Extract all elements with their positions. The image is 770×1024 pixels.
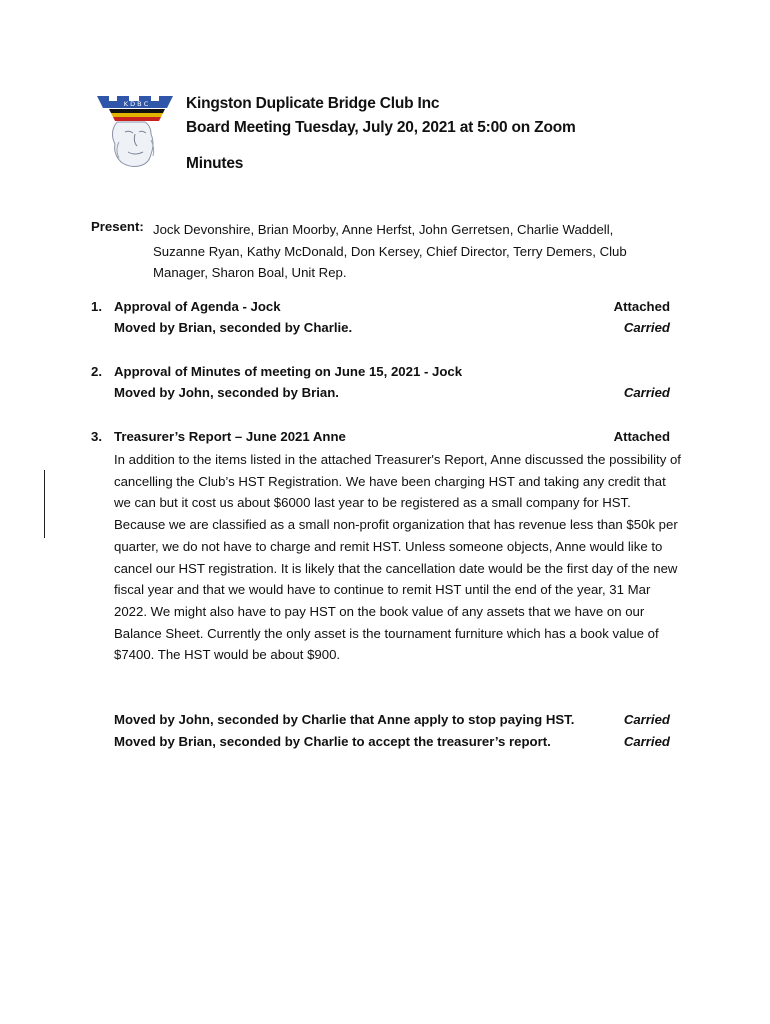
doc-type-heading: Minutes: [186, 155, 244, 172]
revision-bar: [44, 470, 45, 538]
item-2-title: Approval of Minutes of meeting on June 15, 2021 - Jock: [114, 364, 463, 379]
item-3-motion-1-carried: Carried: [623, 712, 670, 727]
item-3-motion-2-carried: Carried: [623, 734, 670, 749]
kdbc-logo: [95, 92, 177, 170]
item-3-body: In addition to the items listed in the attached Treasurer's Report, Anne discussed the possibility of cancelling the Club’s HST Registration. We have been charging HST and taking any credit that we can but it cost us about $6000 last year to be registered as a small company for HST. Because we are classified as a small non-profit organization that has revenue less than $50k per quarter, we do not have to charge and remit HST. Unless someone objects, Anne would like to cancel our HST registration. It is likely that the cancellation date would be the first day of the new fiscal year and that we would have to continue to remit HST until the end of the year, 31 Mar 2022. We might also have to pay HST on the book value of any assets that we have on our Balance Sheet. Currently the only asset is the tournament furniture which has a book value of $7400. The HST would be about $900.: [114, 452, 681, 663]
club-name: Kingston Duplicate Bridge Club Inc: [186, 95, 440, 112]
item-1-carried: Carried: [623, 320, 670, 335]
item-2-carried: Carried: [623, 385, 670, 400]
item-1-number: 1.: [91, 299, 102, 314]
item-3-title: Treasurer’s Report – June 2021 Anne: [114, 429, 346, 444]
item-3-motion-1: Moved by John, seconded by Charlie that Anne apply to stop paying HST.: [114, 712, 575, 727]
item-3-number: 3.: [91, 429, 102, 444]
logo-text: K D B C: [123, 100, 149, 108]
item-2-number: 2.: [91, 364, 102, 379]
item-1-attached: Attached: [613, 299, 670, 314]
item-3-attached: Attached: [613, 429, 670, 444]
item-2-motion: Moved by John, seconded by Brian.: [114, 385, 339, 400]
present-label: Present:: [91, 219, 144, 234]
item-1-motion: Moved by Brian, seconded by Charlie.: [114, 320, 353, 335]
meeting-title: Board Meeting Tuesday, July 20, 2021 at 5:00 on Zoom: [186, 119, 576, 136]
present-list: Jock Devonshire, Brian Moorby, Anne Herfst, John Gerretsen, Charlie Waddell, Suzanne Ryan, Kathy McDonald, Don Kersey, Chief Director, Terry Demers, Club Manager, Sharon Boal, Unit Rep.: [153, 222, 627, 280]
item-3-motion-2: Moved by Brian, seconded by Charlie to accept the treasurer’s report.: [114, 734, 551, 749]
item-1-title: Approval of Agenda - Jock: [114, 299, 281, 314]
